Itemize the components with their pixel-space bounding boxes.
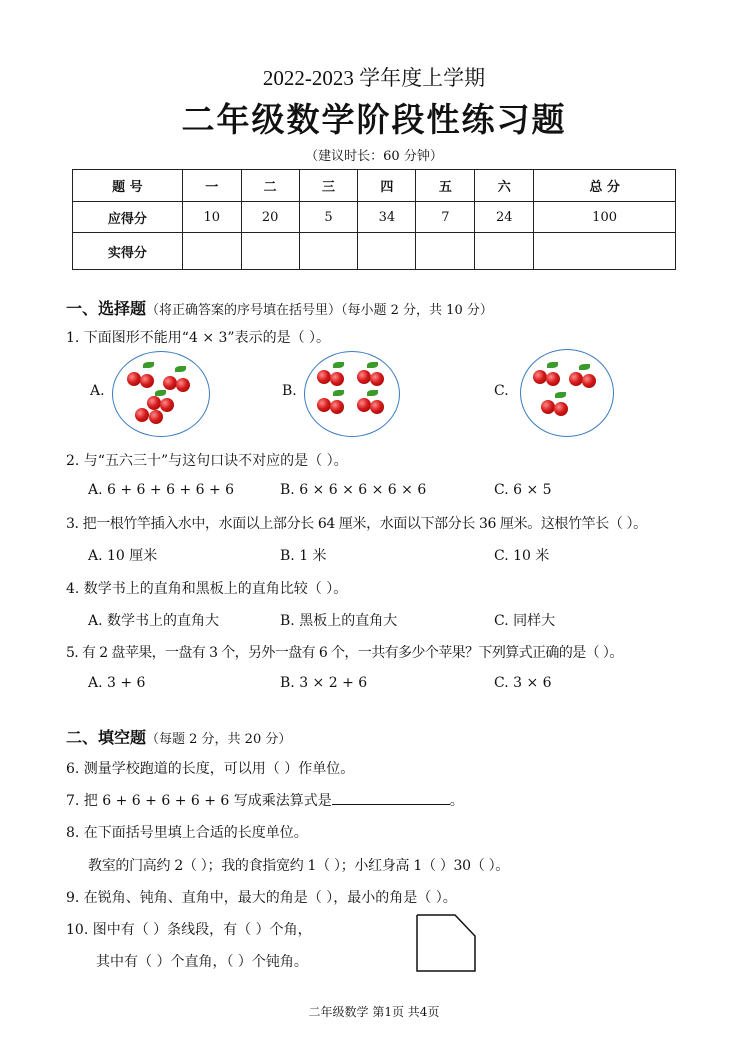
table-row	[73, 202, 676, 233]
score-input-cell[interactable]	[358, 233, 416, 270]
table-row	[73, 170, 676, 202]
question-8-line: 教室的门高约 2（ ）；我的食指宽约 1（ ）；小红身高 1（ ）30（ ）。	[88, 858, 509, 874]
q2-option-c[interactable]: C. 6 × 5	[494, 482, 552, 498]
question-9: 9. 在锐角、钝角、直角中，最大的角是（ ），最小的角是（ ）。	[66, 890, 457, 906]
pentagon-figure	[414, 912, 478, 974]
score-table	[72, 169, 676, 270]
question-2: 2. 与“五六三十”与这句口诀不对应的是（ ）。	[66, 453, 348, 469]
section-2-note: （每题 2 分，共 20 分）	[146, 732, 292, 747]
table-cell: 题 号	[73, 170, 183, 202]
question-5: 5. 有 2 盘苹果，一盘有 3 个，另外一盘有 6 个，一共有多少个苹果？下列算式正确的是（ ）。	[66, 645, 623, 661]
duration-note: （建议时长：60 分钟）	[305, 149, 443, 164]
q5-option-b[interactable]: B. 3 × 2 + 6	[280, 675, 368, 691]
score-input-cell[interactable]	[416, 233, 475, 270]
table-cell: 总 分	[534, 170, 676, 202]
q5-option-a[interactable]: A. 3 + 6	[88, 675, 146, 691]
q4-option-c[interactable]: C. 同样大	[494, 613, 556, 629]
table-cell: 10	[182, 202, 241, 233]
q1-option-a-label: A.	[90, 383, 105, 399]
question-10-line-2: 其中有（ ）个直角，（ ）个钝角。	[96, 954, 308, 970]
score-input-cell[interactable]	[534, 233, 676, 270]
table-cell: 5	[299, 202, 358, 233]
section-2-heading	[66, 725, 291, 748]
table-cell: 应得分	[73, 202, 183, 233]
table-cell: 100	[534, 202, 676, 233]
section-1-heading	[66, 296, 493, 319]
question-4: 4. 数学书上的直角和黑板上的直角比较（ ）。	[66, 581, 348, 597]
q1-option-b-label: B.	[282, 383, 297, 399]
question-8: 8. 在下面括号里填上合适的长度单位。	[66, 825, 308, 841]
table-cell: 四	[358, 170, 416, 202]
q4-option-a[interactable]: A. 数学书上的直角大	[88, 613, 220, 629]
table-cell: 实得分	[73, 233, 183, 270]
table-cell: 7	[416, 202, 475, 233]
q3-option-b[interactable]: B. 1 米	[280, 548, 327, 564]
q7-answer-line[interactable]	[332, 790, 450, 805]
plate-c[interactable]	[520, 349, 614, 437]
table-cell: 五	[416, 170, 475, 202]
score-input-cell[interactable]	[475, 233, 534, 270]
section-1-note: （将正确答案的序号填在括号里）（每小题 2 分，共 10 分）	[146, 303, 493, 318]
plate-a[interactable]	[112, 351, 210, 437]
page-footer: 二年级数学 第1页 共4页	[308, 1005, 440, 1019]
q2-option-b[interactable]: B. 6 × 6 × 6 × 6 × 6	[280, 482, 427, 498]
question-7-text: 7. 把 6 + 6 + 6 + 6 + 6 写成乘法算式是	[66, 793, 332, 809]
table-cell: 二	[241, 170, 299, 202]
year-line: 2022-2023 学年度上学期	[262, 66, 486, 90]
question-6: 6. 测量学校跑道的长度，可以用（ ）作单位。	[66, 761, 355, 777]
score-input-cell[interactable]	[299, 233, 358, 270]
plate-b[interactable]	[304, 351, 400, 437]
q2-option-a[interactable]: A. 6 + 6 + 6 + 6 + 6	[88, 482, 235, 498]
q3-option-a[interactable]: A. 10 厘米	[88, 548, 158, 564]
question-1: 1. 下面图形不能用“4 × 3”表示的是（ ）。	[66, 330, 331, 346]
q3-option-c[interactable]: C. 10 米	[494, 548, 550, 564]
q5-option-c[interactable]: C. 3 × 6	[494, 675, 552, 691]
q4-option-b[interactable]: B. 黑板上的直角大	[280, 613, 398, 629]
page-title: 二年级数学阶段性练习题	[181, 100, 567, 139]
question-7-end: 。	[449, 793, 464, 809]
score-input-cell[interactable]	[241, 233, 299, 270]
question-10-line-1: 10. 图中有（ ）条线段，有（ ）个角，	[66, 922, 312, 938]
table-cell: 24	[475, 202, 534, 233]
section-1-title: 一、选择题	[66, 299, 147, 318]
question-3: 3. 把一根竹竿插入水中，水面以上部分长 64 厘米，水面以下部分长 36 厘米。这根竹竿长（ ）。	[66, 516, 647, 532]
table-cell: 34	[358, 202, 416, 233]
question-7	[66, 790, 464, 810]
table-cell: 六	[475, 170, 534, 202]
table-row	[73, 233, 676, 270]
q1-option-c-label: C.	[494, 383, 509, 399]
table-cell: 20	[241, 202, 299, 233]
score-input-cell[interactable]	[182, 233, 241, 270]
table-cell: 三	[299, 170, 358, 202]
table-cell: 一	[182, 170, 241, 202]
section-2-title: 二、填空题	[66, 728, 147, 747]
